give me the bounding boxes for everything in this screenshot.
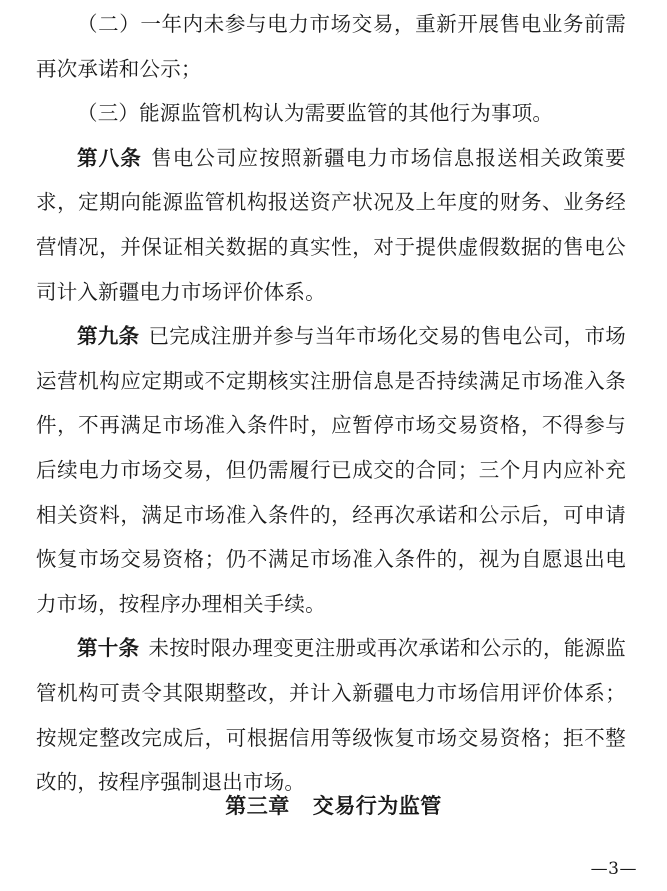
paragraph-text: （二）一年内未参与电力市场交易，重新开展售电业务前需再次承诺和公示；	[36, 12, 626, 81]
paragraph-item-3	[36, 91, 626, 136]
chapter-title: 交易行为监管	[312, 793, 442, 818]
document-body	[36, 2, 626, 805]
article-10	[36, 626, 626, 804]
article-text: 已完成注册并参与当年市场化交易的售电公司，市场运营机构应定期或不定期核实注册信息是否持续满足市场准入条件，不再满足市场准入条件时，应暂停市场交易资格，不得参与后续电力市场交易，但仍需履行已成交的合同；三个月内应补充相关资料，满足市场准入条件的，经再次承诺和公示后，可申请恢复市场交易资格；仍不满足市场准入条件的，视为自愿退出电力市场，按程序办理相关手续。	[36, 324, 626, 616]
article-9	[36, 314, 626, 626]
article-heading: 第八条	[77, 145, 142, 170]
article-text: 未按时限办理变更注册或再次承诺和公示的，能源监管机构可责令其限期整改，并计入新疆电力市场信用评价体系；按规定整改完成后，可根据信用等级恢复市场交易资格；拒不整改的，按程序强制退出市场。	[36, 636, 626, 795]
paragraph-text: （三）能源监管机构认为需要监管的其他行为事项。	[77, 101, 554, 126]
article-text: 售电公司应按照新疆电力市场信息报送相关政策要求，定期向能源监管机构报送资产状况及上年度的财务、业务经营情况，并保证相关数据的真实性，对于提供虚假数据的售电公司计入新疆电力市场评价体系。	[36, 145, 626, 304]
chapter-heading	[0, 786, 667, 826]
article-heading: 第十条	[77, 636, 140, 661]
paragraph-item-2	[36, 2, 626, 91]
article-8	[36, 136, 626, 314]
article-heading: 第九条	[77, 324, 140, 349]
chapter-number: 第三章	[225, 793, 290, 818]
page-number: —3—	[590, 859, 637, 879]
